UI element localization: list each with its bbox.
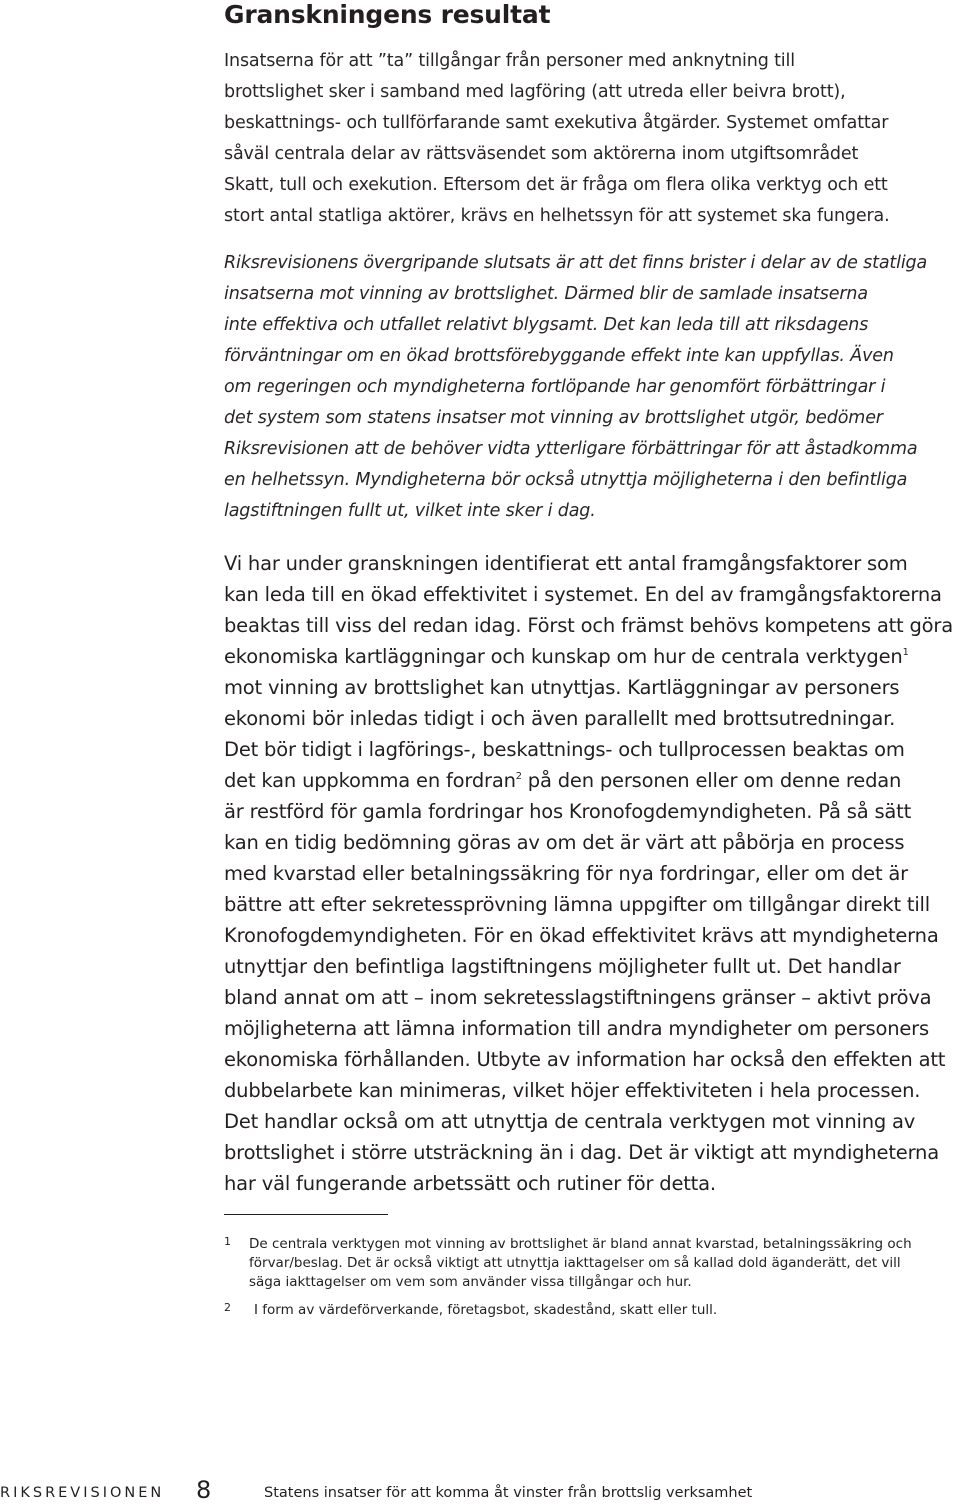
text-line: ekonomiska förhållanden. Utbyte av information har också den effekten att (224, 1048, 946, 1071)
footnote-number: 2 (224, 1301, 231, 1314)
text-line: såväl centrala delar av rättsväsendet som aktörerna inom utgiftsområdet (224, 144, 859, 164)
footnote-ref-2[interactable]: 2 (515, 771, 522, 783)
text-line (224, 641, 960, 672)
text-line: Riksrevisionens övergripande slutsats är att det finns brister i delar av de statliga (224, 253, 928, 273)
text-line: har väl fungerande arbetssätt och rutiner för detta. (224, 1172, 716, 1195)
text-line: beaktas till viss del redan idag. Först och främst behövs kompetens att göra (224, 614, 953, 637)
text-line: är restförd för gamla fordringar hos Kronofogdemyndigheten. På så sätt (224, 800, 912, 823)
footnote-line: säga iakttagelser om vem som använder vissa tillgångar och hur. (249, 1274, 692, 1290)
text-line: Insatserna för att ”ta” tillgångar från personer med anknytning till (224, 51, 795, 71)
text-line: Vi har under granskningen identifierat ett antal framgångsfaktorer som (224, 552, 908, 575)
footnote-body (249, 1235, 912, 1292)
text-line: utnyttjar den befintliga lagstiftningens möjligheter fullt ut. Det handlar (224, 955, 901, 978)
footnote-number: 1 (224, 1235, 231, 1248)
text-line: förväntningar om en ökad brottsförebyggande effekt inte kan uppfyllas. Även (224, 346, 894, 366)
text-line: bland annat om att – inom sekretesslagstiftningens gränser – aktivt pröva (224, 986, 932, 1009)
text-line: brottslighet i större utsträckning än i dag. Det är viktigt att myndigheterna (224, 1141, 939, 1164)
text-line: beskattnings- och tullförfarande samt exekutiva åtgärder. Systemet omfattar (224, 113, 889, 133)
text-line: Kronofogdemyndigheten. För en ökad effektivitet krävs att myndigheterna (224, 924, 939, 947)
footnote-line: I form av värdeförverkande, företagsbot, skadestånd, skatt eller tull. (254, 1302, 718, 1318)
text-line: kan leda till en ökad effektivitet i systemet. En del av framgångsfaktorerna (224, 583, 942, 606)
text-line: kan en tidig bedömning göras av om det är värt att påbörja en process (224, 831, 905, 854)
text-segment: på den personen eller om denne redan (521, 769, 902, 792)
footnote-line: förvar/beslag. Det är också viktigt att utnyttja iakttagelser om så kallad dold äganderätt, det vill (249, 1255, 901, 1271)
paragraph-success-factors (224, 548, 960, 1199)
text-line: om regeringen och myndigheterna fortlöpande har genomfört förbättringar i (224, 377, 886, 397)
page-number: 8 (196, 1476, 212, 1504)
text-line: en helhetssyn. Myndigheterna bör också utnyttja möjligheterna i den befintliga (224, 470, 908, 490)
text-line: dubbelarbete kan minimeras, vilket höjer effektiviteten i hela processen. (224, 1079, 921, 1102)
page-title: Granskningens resultat (224, 0, 551, 29)
footnote-ref-1[interactable]: 1 (902, 647, 909, 659)
text-line: Skatt, tull och exekution. Eftersom det är fråga om flera olika verktyg och ett (224, 175, 888, 195)
text-line: mot vinning av brottslighet kan utnyttjas. Kartläggningar av personers (224, 676, 900, 699)
text-line: Det handlar också om att utnyttja de centrala verktygen mot vinning av (224, 1110, 916, 1133)
text-line: Riksrevisionen att de behöver vidta ytterligare förbättringar för att åstadkomma (224, 439, 918, 459)
text-segment: ekonomiska kartläggningar och kunskap om hur de centrala verktygen (224, 645, 903, 668)
footnote-divider (224, 1214, 388, 1215)
footnote-line: De centrala verktygen mot vinning av brottslighet är bland annat kvarstad, betalningssäkring och (249, 1236, 912, 1252)
text-line: inte effektiva och utfallet relativt blygsamt. Det kan leda till att riksdagens (224, 315, 869, 335)
footer-report-title: Statens insatser för att komma åt vinster från brottslig verksamhet (264, 1485, 753, 1501)
text-line: insatserna mot vinning av brottslighet. Därmed blir de samlade insatserna (224, 284, 868, 304)
text-line: bättre att efter sekretessprövning lämna uppgifter om tillgångar direkt till (224, 893, 930, 916)
footnote-body (254, 1301, 717, 1320)
footer-brand: RIKSREVISIONEN (0, 1485, 165, 1501)
paragraph-intro (224, 46, 960, 232)
text-line: Det bör tidigt i lagförings-, beskattnings- och tullprocessen beaktas om (224, 738, 905, 761)
text-line: det system som statens insatser mot vinning av brottslighet utgör, bedömer (224, 408, 883, 428)
text-line: ekonomi bör inledas tidigt i och även parallellt med brottsutredningar. (224, 707, 896, 730)
text-line: möjligheterna att lämna information till andra myndigheter om personers (224, 1017, 929, 1040)
text-line: med kvarstad eller betalningssäkring för nya fordringar, eller om det är (224, 862, 908, 885)
text-line (224, 765, 960, 796)
text-line: brottslighet sker i samband med lagföring (att utreda eller beivra brott), (224, 82, 846, 102)
text-line: stort antal statliga aktörer, krävs en helhetssyn för att systemet ska fungera. (224, 206, 890, 226)
paragraph-conclusion (224, 248, 960, 527)
text-segment: det kan uppkomma en fordran (224, 769, 516, 792)
text-line: lagstiftningen fullt ut, vilket inte sker i dag. (224, 501, 596, 521)
